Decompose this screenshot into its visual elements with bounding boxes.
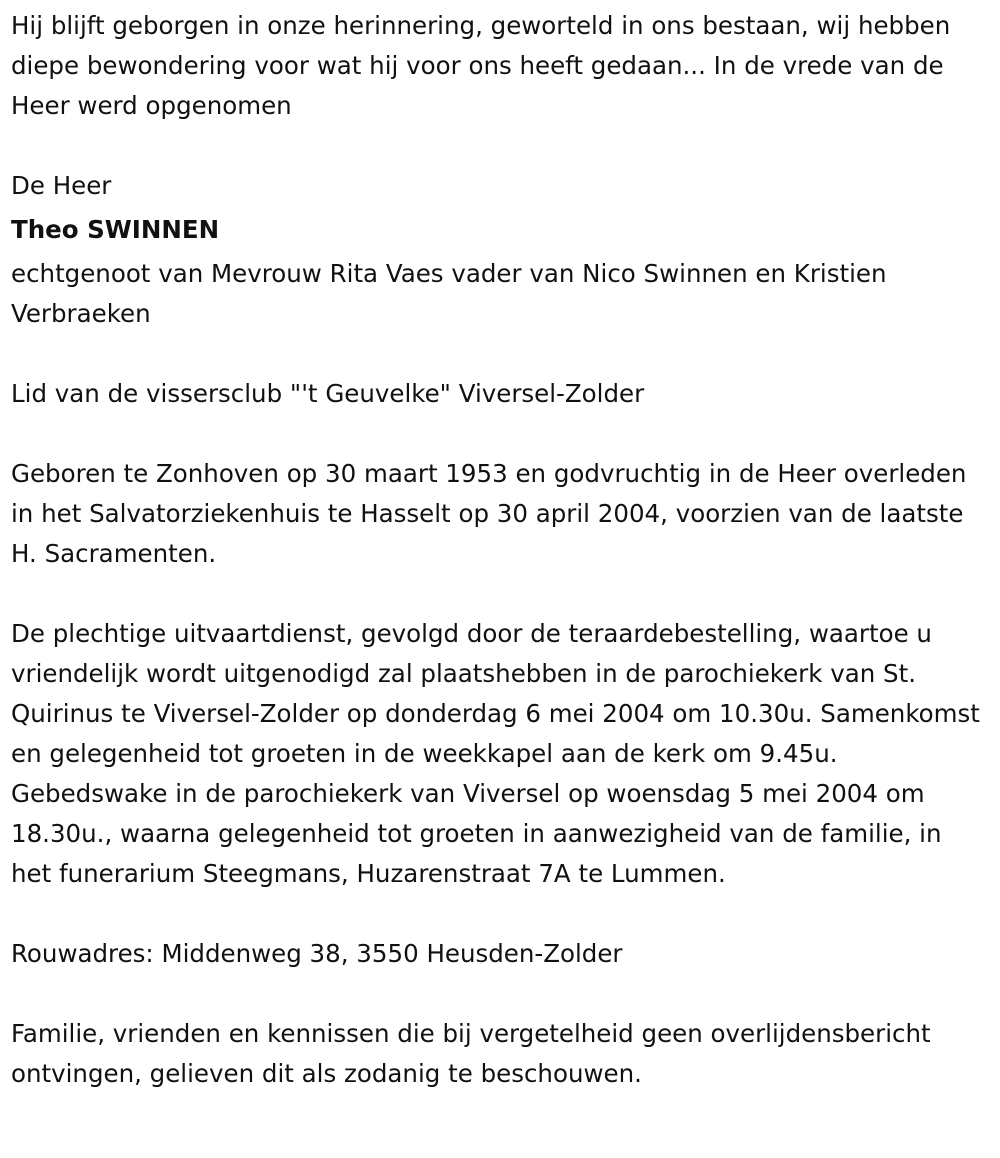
intro-paragraph: Hij blijft geborgen in onze herinnering, geworteld in ons bestaan, wij hebben diepe bewondering voor wat hij voor ons heeft gedaan... In de vrede van de Heer werd opgenomen bbox=[11, 11, 951, 120]
deceased-name: Theo SWINNEN bbox=[11, 215, 220, 244]
spacer bbox=[11, 574, 988, 614]
address-paragraph: Rouwadres: Middenweg 38, 3550 Heusden-Zolder bbox=[11, 939, 623, 968]
spacer bbox=[11, 414, 988, 454]
spacer bbox=[11, 894, 988, 934]
closing-paragraph: Familie, vrienden en kennissen die bij vergetelheid geen overlijdensbericht ontvingen, gelieven dit als zodanig te beschouwen. bbox=[11, 1019, 931, 1088]
spacer bbox=[11, 126, 988, 166]
spacer bbox=[11, 974, 988, 1014]
birth-death-paragraph: Geboren te Zonhoven op 30 maart 1953 en godvruchtig in de Heer overleden in het Salvatorziekenhuis te Hasselt op 30 april 2004, voorzien van de laatste H. Sacramenten. bbox=[11, 459, 967, 568]
relations-paragraph: echtgenoot van Mevrouw Rita Vaes vader van Nico Swinnen en Kristien Verbraeken bbox=[11, 259, 887, 328]
membership-paragraph: Lid van de vissersclub "'t Geuvelke" Viversel-Zolder bbox=[11, 379, 645, 408]
title-prefix: De Heer bbox=[11, 171, 112, 200]
spacer bbox=[11, 334, 988, 374]
funeral-paragraph: De plechtige uitvaartdienst, gevolgd door de teraardebestelling, waartoe u vriendelijk wordt uitgenodigd zal plaatshebben in de parochiekerk van St. Quirinus te Viversel-Zolder op donderdag 6 mei 2004 om 10.30u. Samenkomst en gelegenheid tot groeten in de weekkapel aan de kerk om 9.45u. Gebedswake in de parochiekerk van Viversel op woensdag 5 mei 2004 om 18.30u., waarna gelegenheid tot groeten in aanwezigheid van de familie, in het funerarium Steegmans, Huzarenstraat 7A te Lummen. bbox=[11, 619, 980, 888]
